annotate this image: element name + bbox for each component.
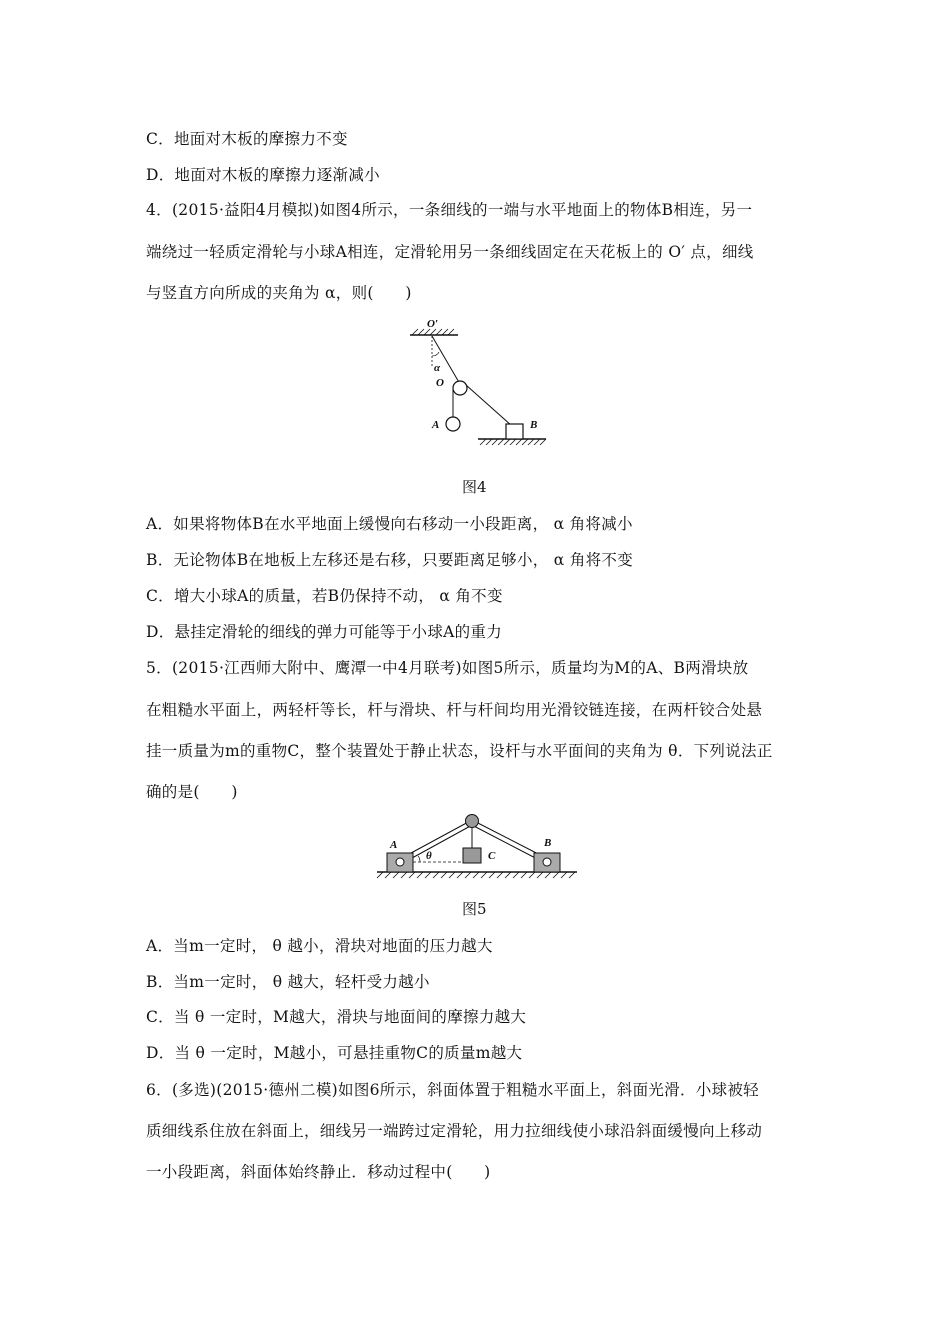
- label-o: O: [436, 377, 444, 389]
- label-a: A: [390, 839, 398, 851]
- hinge-ball: [466, 815, 479, 828]
- question-stem-line: 质细线系住放在斜面上，细线另一端跨过定滑轮，用力拉细线使小球沿斜面缓慢向上移动: [146, 1122, 763, 1140]
- option-b: B．当m一定时， θ 越大，轻杆受力越小: [146, 973, 430, 991]
- question-stem-line: 挂一质量为m的重物C，整个装置处于静止状态，设杆与水平面间的夹角为 θ．下列说法正: [146, 742, 773, 760]
- label-a: A: [432, 419, 440, 431]
- question-stem-line: 确的是( ): [146, 783, 238, 801]
- option-d: D．地面对木板的摩擦力逐渐减小: [146, 166, 380, 184]
- question-stem-line: 6．(多选)(2015·德州二模)如图6所示，斜面体置于粗糙水平面上，斜面光滑．小球被轻: [146, 1081, 759, 1099]
- option-a: A．如果将物体B在水平地面上缓慢向右移动一小段距离， α 角将减小: [146, 515, 633, 533]
- question-stem-line: 在粗糙水平面上，两轻杆等长，杆与滑块、杆与杆间均用光滑铰链连接，在两杆铰合处悬: [146, 701, 763, 719]
- figure-4-diagram: [400, 316, 550, 448]
- option-d: D．悬挂定滑轮的细线的弹力可能等于小球A的重力: [146, 623, 503, 641]
- block-b: [506, 424, 523, 439]
- figure-5-diagram: [372, 812, 582, 884]
- weight-c: [463, 848, 481, 863]
- option-d: D．当 θ 一定时，M越小，可悬挂重物C的质量m越大: [146, 1044, 523, 1062]
- question-stem-line: 4．(2015·益阳4月模拟)如图4所示，一条细线的一端与水平地面上的物体B相连，另一: [146, 201, 753, 219]
- label-alpha: α: [434, 362, 441, 374]
- option-c: C．地面对木板的摩擦力不变: [146, 130, 348, 148]
- option-a: A．当m一定时， θ 越小，滑块对地面的压力越大: [146, 937, 493, 955]
- label-c: C: [488, 850, 496, 862]
- figure-4-caption: 图4: [462, 478, 487, 496]
- label-b: B: [530, 419, 538, 431]
- ball-a: [446, 417, 460, 431]
- option-c: C．增大小球A的质量，若B仍保持不动， α 角不变: [146, 587, 503, 605]
- label-o-prime: O′: [427, 318, 439, 330]
- label-b: B: [544, 837, 552, 849]
- label-theta: θ: [426, 850, 432, 862]
- question-stem-line: 端绕过一轻质定滑轮与小球A相连，定滑轮用另一条细线固定在天花板上的 O′ 点，细线: [146, 243, 754, 261]
- figure-5-caption: 图5: [462, 900, 487, 918]
- question-stem-line: 与竖直方向所成的夹角为 α，则( ): [146, 284, 412, 302]
- question-stem-line: 一小段距离，斜面体始终静止．移动过程中( ): [146, 1163, 491, 1181]
- option-b: B．无论物体B在地板上左移还是右移，只要距离足够小， α 角将不变: [146, 551, 634, 569]
- option-c: C．当 θ 一定时，M越大，滑块与地面间的摩擦力越大: [146, 1008, 527, 1026]
- question-stem-line: 5．(2015·江西师大附中、鹰潭一中4月联考)如图5所示，质量均为M的A、B两滑块放: [146, 659, 749, 677]
- pulley: [453, 381, 467, 395]
